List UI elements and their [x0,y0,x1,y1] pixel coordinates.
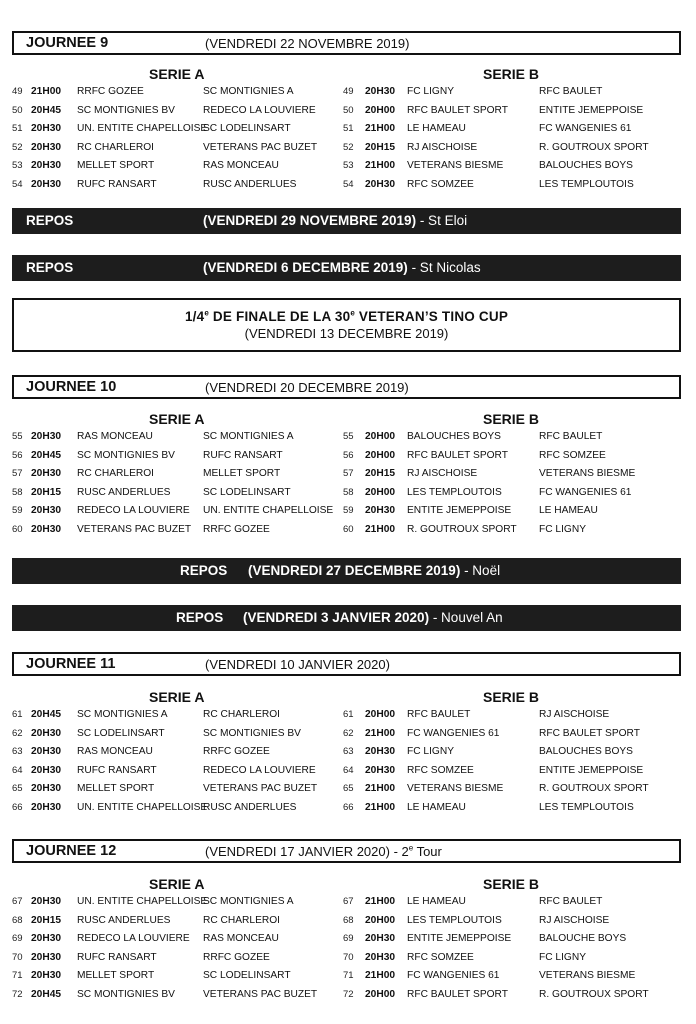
match-time: 20H30 [31,951,62,963]
repos-bar-2 [12,255,681,281]
home-team: RFC BAULET [407,709,471,720]
match-number: 72 [12,988,23,1000]
match-number: 51 [12,123,23,134]
home-team: UN. ENTITE CHAPELLOISE [77,123,208,134]
match-number: 60 [343,523,354,535]
match-time: 20H45 [31,988,62,1000]
away-team: LES TEMPLOUTOIS [539,801,634,813]
home-team: RFC BAULET SPORT [407,104,508,116]
home-team: RFC BAULET SPORT [407,988,508,1000]
away-team: MELLET SPORT [203,468,281,479]
away-team: R. GOUTROUX SPORT [539,783,649,794]
home-team: RFC BAULET SPORT [407,449,508,461]
repos-label: REPOS [176,610,224,625]
match-number: 68 [343,914,354,926]
cup-quarter-final-box [12,298,681,352]
match-row [0,83,696,101]
home-team: MELLET SPORT [77,783,155,794]
match-time: 20H30 [31,160,62,171]
home-team: SC LODELINSART [77,727,165,739]
match-number: 54 [343,178,354,190]
away-team: RFC BAULET SPORT [539,727,640,739]
match-number: 49 [12,86,23,97]
match-row [0,967,696,985]
home-team: VETERANS BIESME [407,783,504,794]
match-time: 20H30 [31,431,62,442]
match-number: 50 [12,104,23,116]
away-team: ENTITE JEMEPPOISE [539,764,644,776]
journee-date: (VENDREDI 20 DECEMBRE 2019) [205,380,409,395]
match-number: 64 [12,764,23,776]
home-team: LE HAMEAU [407,801,466,813]
match-number: 67 [343,896,354,907]
match-number: 63 [343,746,354,757]
away-team: SC MONTIGNIES A [203,86,294,97]
match-number: 61 [343,709,354,720]
journee-date: (VENDREDI 22 NOVEMBRE 2019) [205,36,410,51]
away-team: RAS MONCEAU [203,160,279,171]
match-row [0,428,696,446]
match-time: 20H45 [31,449,62,461]
home-team: UN. ENTITE CHAPELLOISE [77,896,208,907]
home-team: VETERANS BIESME [407,160,504,171]
match-row [0,930,696,948]
away-team: VETERANS BIESME [539,468,636,479]
match-time: 20H30 [31,764,62,776]
match-number: 66 [12,801,23,813]
home-team: FC LIGNY [407,746,454,757]
home-team: ENTITE JEMEPPOISE [407,505,512,516]
match-time: 21H00 [365,727,396,739]
home-team: R. GOUTROUX SPORT [407,523,517,535]
home-team: LES TEMPLOUTOIS [407,486,502,498]
match-time: 20H30 [31,896,62,907]
journee-title: JOURNEE 10 [26,379,117,395]
match-time: 20H30 [365,746,396,757]
match-row [0,157,696,175]
match-time: 20H00 [365,988,396,1000]
match-row [0,484,696,502]
away-team: R. GOUTROUX SPORT [539,141,649,153]
journee-header-box [12,652,681,676]
away-team: VETERANS BIESME [539,970,636,981]
home-team: FC LIGNY [407,86,454,97]
repos-bar-4 [12,605,681,631]
repos-date: (VENDREDI 27 DECEMBRE 2019) - Noël [248,563,501,578]
match-time: 20H30 [365,86,396,97]
away-team: RUFC RANSART [203,449,283,461]
match-time: 21H00 [365,970,396,981]
away-team: R. GOUTROUX SPORT [539,988,649,1000]
match-number: 68 [12,914,23,926]
match-time: 21H00 [365,896,396,907]
match-time: 20H15 [365,468,396,479]
home-team: SC MONTIGNIES BV [77,988,175,1000]
match-time: 20H00 [365,914,396,926]
journee-header-box [12,31,681,55]
away-team: BALOUCHES BOYS [539,160,633,171]
match-time: 20H00 [365,709,396,720]
away-team: RUSC ANDERLUES [203,801,297,813]
match-time: 21H00 [365,160,396,171]
home-team: RC CHARLEROI [77,141,154,153]
repos-label: REPOS [26,260,74,275]
home-team: RFC SOMZEE [407,951,474,963]
series-b-heading: SERIE B [483,411,540,427]
home-team: RFC SOMZEE [407,764,474,776]
match-row [0,725,696,743]
match-time: 20H30 [365,951,396,963]
journee-title: JOURNEE 9 [26,35,109,51]
away-team: RFC BAULET [539,896,603,907]
repos-bar-1 [12,208,681,234]
away-team: LES TEMPLOUTOIS [539,178,634,190]
match-time: 20H00 [365,486,396,498]
match-number: 55 [12,431,23,442]
series-a-heading: SERIE A [149,411,205,427]
match-row [0,465,696,483]
away-team: RRFC GOZEE [203,951,270,963]
match-time: 20H00 [365,104,396,116]
match-number: 65 [343,783,354,794]
away-team: SC LODELINSART [203,970,291,981]
home-team: SC MONTIGNIES A [77,709,168,720]
cup-title: 1/4e DE FINALE DE LA 30e VETERAN’S TINO CUP [184,308,509,324]
match-row [0,780,696,798]
home-team: VETERANS PAC BUZET [77,523,192,535]
match-number: 59 [12,505,23,516]
match-time: 20H30 [31,933,62,944]
match-number: 66 [343,801,354,813]
home-team: RC CHARLEROI [77,468,154,479]
match-time: 20H15 [365,141,396,153]
away-team: FC LIGNY [539,523,586,535]
away-team: RJ AISCHOISE [539,914,610,926]
match-number: 57 [12,468,23,479]
match-time: 21H00 [365,523,396,535]
match-number: 55 [343,431,354,442]
match-number: 53 [343,160,354,171]
match-row [0,986,696,1004]
match-row [0,521,696,539]
match-number: 69 [12,933,23,944]
away-team: BALOUCHE BOYS [539,933,627,944]
journee-title: JOURNEE 11 [26,656,116,672]
match-row [0,912,696,930]
match-number: 62 [343,727,354,739]
match-time: 20H30 [31,746,62,757]
match-time: 20H15 [31,914,62,926]
home-team: LES TEMPLOUTOIS [407,914,502,926]
match-row [0,502,696,520]
away-team: FC LIGNY [539,951,586,963]
match-time: 20H30 [31,783,62,794]
home-team: RFC SOMZEE [407,178,474,190]
series-b-heading: SERIE B [483,66,540,82]
match-number: 65 [12,783,23,794]
journee-header-box [12,375,681,399]
match-time: 21H00 [365,123,396,134]
away-team: RJ AISCHOISE [539,709,610,720]
series-a-heading: SERIE A [149,66,205,82]
home-team: RAS MONCEAU [77,746,153,757]
series-a-heading: SERIE A [149,689,205,705]
repos-bar-3 [12,558,681,584]
home-team: LE HAMEAU [407,123,466,134]
match-number: 56 [12,449,23,461]
match-time: 20H30 [31,801,62,813]
away-team: RRFC GOZEE [203,523,270,535]
home-team: ENTITE JEMEPPOISE [407,933,512,944]
match-row [0,176,696,194]
away-team: RUSC ANDERLUES [203,178,297,190]
away-team: RFC SOMZEE [539,449,606,461]
series-b-heading: SERIE B [483,876,540,892]
match-row [0,706,696,724]
match-time: 21H00 [31,86,62,97]
match-row [0,139,696,157]
home-team: RRFC GOZEE [77,86,144,97]
cup-date: (VENDREDI 13 DECEMBRE 2019) [244,326,449,341]
match-time: 20H30 [365,505,396,516]
match-row [0,743,696,761]
away-team: RC CHARLEROI [203,914,280,926]
away-team: LE HAMEAU [539,505,598,516]
match-time: 20H15 [31,486,62,498]
match-number: 52 [343,141,354,153]
away-team: BALOUCHES BOYS [539,746,633,757]
match-row [0,102,696,120]
match-number: 56 [343,449,354,461]
match-number: 57 [343,468,354,479]
away-team: SC MONTIGNIES BV [203,727,301,739]
match-number: 54 [12,178,23,190]
match-number: 71 [343,970,354,981]
home-team: RUFC RANSART [77,178,157,190]
away-team: SC MONTIGNIES A [203,896,294,907]
away-team: REDECO LA LOUVIERE [203,104,316,116]
match-number: 53 [12,160,23,171]
repos-date: (VENDREDI 29 NOVEMBRE 2019) - St Eloi [203,213,468,228]
match-time: 20H30 [31,727,62,739]
repos-date: (VENDREDI 6 DECEMBRE 2019) - St Nicolas [203,260,481,275]
match-number: 64 [343,764,354,776]
match-time: 20H30 [31,505,62,516]
away-team: SC LODELINSART [203,123,291,134]
match-time: 21H00 [365,801,396,813]
match-row [0,762,696,780]
home-team: LE HAMEAU [407,896,466,907]
match-number: 58 [343,486,354,498]
home-team: REDECO LA LOUVIERE [77,505,190,516]
home-team: FC WANGENIES 61 [407,970,500,981]
repos-label: REPOS [26,213,74,228]
home-team: RJ AISCHOISE [407,141,478,153]
match-time: 20H30 [31,468,62,479]
away-team: RFC BAULET [539,86,603,97]
match-number: 62 [12,727,23,739]
home-team: SC MONTIGNIES BV [77,104,175,116]
journee-header-box [12,839,681,863]
match-time: 20H45 [31,104,62,116]
away-team: FC WANGENIES 61 [539,486,632,498]
match-number: 71 [12,970,23,981]
match-time: 20H30 [31,970,62,981]
match-time: 21H00 [365,783,396,794]
match-time: 20H30 [365,178,396,190]
match-row [0,893,696,911]
repos-date: (VENDREDI 3 JANVIER 2020) - Nouvel An [243,610,503,625]
match-number: 70 [343,951,354,963]
match-time: 20H30 [31,141,62,153]
away-team: VETERANS PAC BUZET [203,988,318,1000]
match-time: 20H00 [365,431,396,442]
home-team: RUFC RANSART [77,951,157,963]
match-time: 20H00 [365,449,396,461]
repos-label: REPOS [180,563,228,578]
journee-date: (VENDREDI 10 JANVIER 2020) [205,657,390,672]
away-team: SC LODELINSART [203,486,291,498]
match-number: 50 [343,104,354,116]
match-number: 58 [12,486,23,498]
match-time: 20H45 [31,709,62,720]
match-number: 63 [12,746,23,757]
match-number: 60 [12,523,23,535]
home-team: RUFC RANSART [77,764,157,776]
match-number: 52 [12,141,23,153]
home-team: RJ AISCHOISE [407,468,478,479]
home-team: RAS MONCEAU [77,431,153,442]
match-row [0,120,696,138]
match-number: 61 [12,709,23,720]
away-team: VETERANS PAC BUZET [203,141,318,153]
match-time: 20H30 [31,123,62,134]
match-time: 20H30 [365,933,396,944]
journee-title: JOURNEE 12 [26,843,117,859]
match-number: 59 [343,505,354,516]
away-team: REDECO LA LOUVIERE [203,764,316,776]
match-row [0,799,696,817]
home-team: SC MONTIGNIES BV [77,449,175,461]
home-team: UN. ENTITE CHAPELLOISE [77,801,208,813]
away-team: UN. ENTITE CHAPELLOISE [203,505,334,516]
match-row [0,447,696,465]
away-team: ENTITE JEMEPPOISE [539,104,644,116]
series-a-heading: SERIE A [149,876,205,892]
match-time: 20H30 [31,523,62,535]
away-team: RAS MONCEAU [203,933,279,944]
journee-date: (VENDREDI 17 JANVIER 2020) - 2e Tour [205,843,442,859]
away-team: RRFC GOZEE [203,746,270,757]
match-number: 69 [343,933,354,944]
match-number: 72 [343,988,354,1000]
home-team: BALOUCHES BOYS [407,431,501,442]
home-team: FC WANGENIES 61 [407,727,500,739]
home-team: REDECO LA LOUVIERE [77,933,190,944]
match-time: 20H30 [31,178,62,190]
away-team: FC WANGENIES 61 [539,123,632,134]
away-team: RFC BAULET [539,431,603,442]
match-number: 49 [343,86,354,97]
home-team: RUSC ANDERLUES [77,914,171,926]
home-team: MELLET SPORT [77,970,155,981]
match-number: 51 [343,123,354,134]
match-row [0,949,696,967]
home-team: MELLET SPORT [77,160,155,171]
series-b-heading: SERIE B [483,689,540,705]
away-team: RC CHARLEROI [203,709,280,720]
away-team: VETERANS PAC BUZET [203,783,318,794]
home-team: RUSC ANDERLUES [77,486,171,498]
match-time: 20H30 [365,764,396,776]
away-team: SC MONTIGNIES A [203,431,294,442]
match-number: 70 [12,951,23,963]
match-number: 67 [12,896,23,907]
